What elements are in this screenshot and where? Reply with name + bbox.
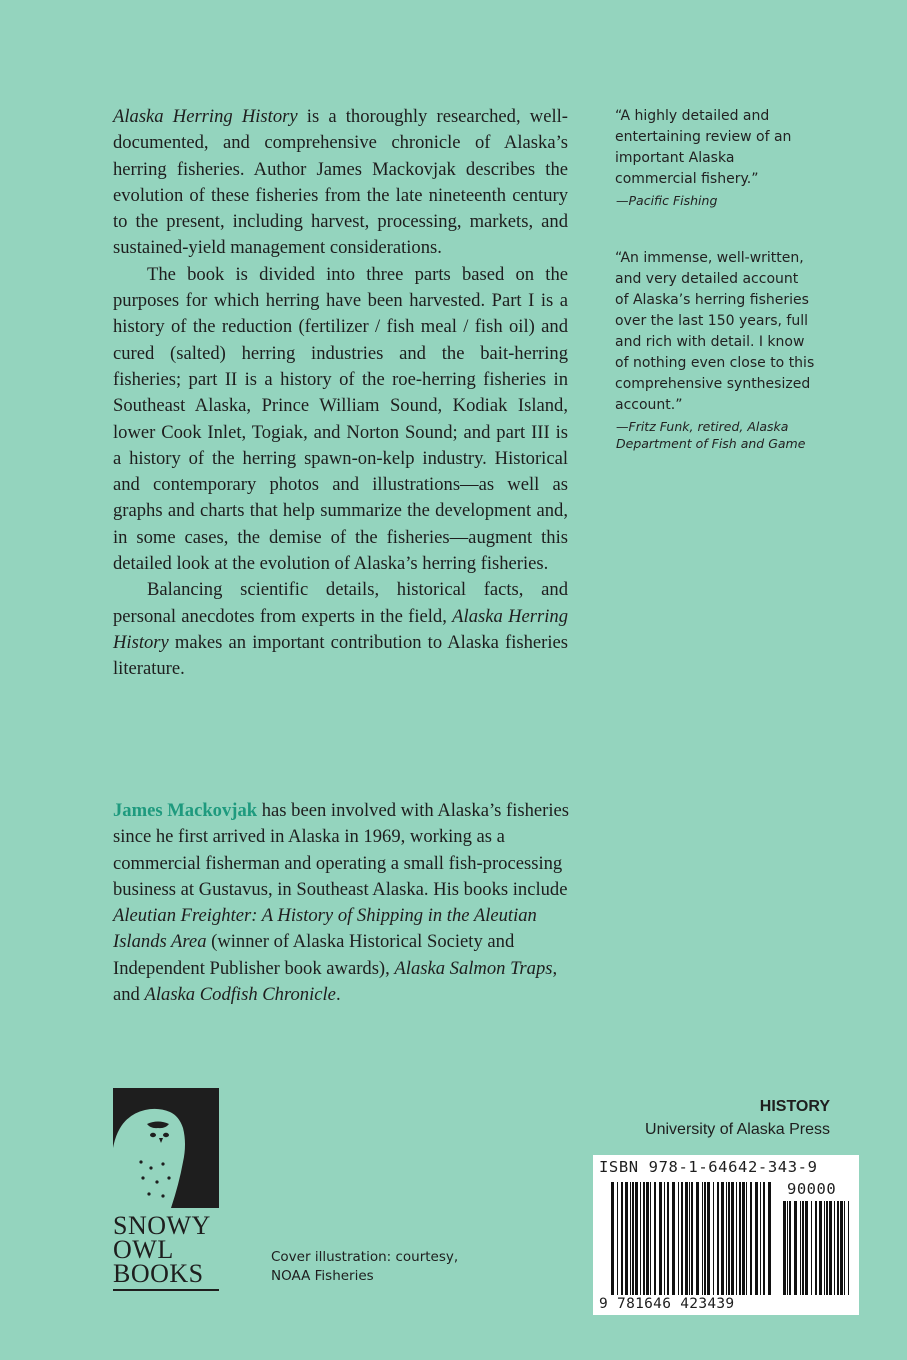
quote-attribution: —Pacific Fishing	[616, 193, 718, 208]
price-addon: 90000	[787, 1180, 837, 1198]
book-title: Alaska Herring History	[113, 605, 568, 653]
logo-wordmark: SNOWY OWL BOOKS	[113, 1211, 211, 1288]
publisher-logo	[113, 1088, 225, 1291]
publisher-name: University of Alaska Press	[645, 1121, 830, 1138]
logo-underline	[113, 1289, 219, 1291]
isbn-barcode	[593, 1155, 859, 1315]
book-reference: Alaska Codfish Chronicle	[144, 984, 336, 1006]
author-name: James Mackovjak	[113, 800, 258, 821]
book-reference: Alaska Salmon Traps	[394, 957, 553, 979]
description-paragraph-2: The book is divided into three parts based on the purposes for which herring have been harvested. Part I is a history of the reduction (fertilizer / fish meal / fish oil) and cured (salted) herring industries and the bait-herring fisheries; part II is a history of the roe-herring fisheries in Southeast Alaska, Prince William Sound, Kodiak Island, lower Cook Inlet, Togiak, and Norton Sound; and part III is a history of the herring spawn-on-kelp industry. Historical and contemporary photos and illustrations—as well as graphs and charts that help summarize the development and, in some cases, the demise of the fisheries—augment this detailed look at the evolution of Alaska’s herring fisheries.	[113, 263, 568, 575]
quote-text: “An immense, well-written, and very detailed account of Alaska’s herring fisheries over the last 150 years, full and rich with detail. I know of nothing even close to this comprehensive synthesized account.”	[615, 249, 815, 413]
review-quote	[615, 248, 815, 453]
snowy-owl-icon	[113, 1088, 219, 1208]
quote-attribution: —Fritz Funk, retired, Alaska Department of Fish and Game	[616, 418, 806, 451]
review-quote	[615, 106, 815, 210]
quote-text: “A highly detailed and entertaining review of an important Alaska commercial fishery.”	[615, 108, 792, 187]
category-block	[645, 1095, 830, 1141]
category-label: HISTORY	[759, 1098, 830, 1115]
review-quotes	[615, 106, 815, 453]
isbn-label: ISBN 978-1-64642-343-9	[599, 1158, 818, 1176]
book-title: Alaska Herring History	[113, 106, 298, 127]
barcode-bars	[593, 1155, 859, 1315]
description-paragraph-1: Alaska Herring History is a thoroughly researched, well-documented, and comprehensive chronicle of Alaska’s herring fisheries. Author James Mackovjak describes the evolution of these fisheries from the late nineteenth century to the present, including harvest, processing, markets, and sustained-yield management considerations.	[113, 106, 568, 259]
ean-number: 9 781646 423439	[599, 1296, 735, 1312]
book-reference: Aleutian Freighter: A History of Shipping in the Aleutian Islands Area	[113, 905, 537, 953]
description-paragraph-3: Balancing scientific details, historical facts, and personal anecdotes from experts in the field, Alaska Herring History makes an important contribution to Alaska fisheries literature.	[113, 579, 568, 680]
author-bio: James Mackovjak has been involved with Alaska’s fisheries since he first arrived in Alaska in 1969, working as a commercial fisherman and operating a small fish-processing business at Gustavus, in Southeast Alaska. His books include Aleutian Freighter: A History of Shipping in the Aleutian Islands Area (winner of Alaska Historical Society and Independent Publisher book awards), Alaska Salmon Traps, and Alaska Codfish Chronicle.	[113, 800, 569, 1006]
book-description	[113, 104, 568, 683]
cover-credit: Cover illustration: courtesy, NOAA Fisheries	[271, 1249, 459, 1284]
